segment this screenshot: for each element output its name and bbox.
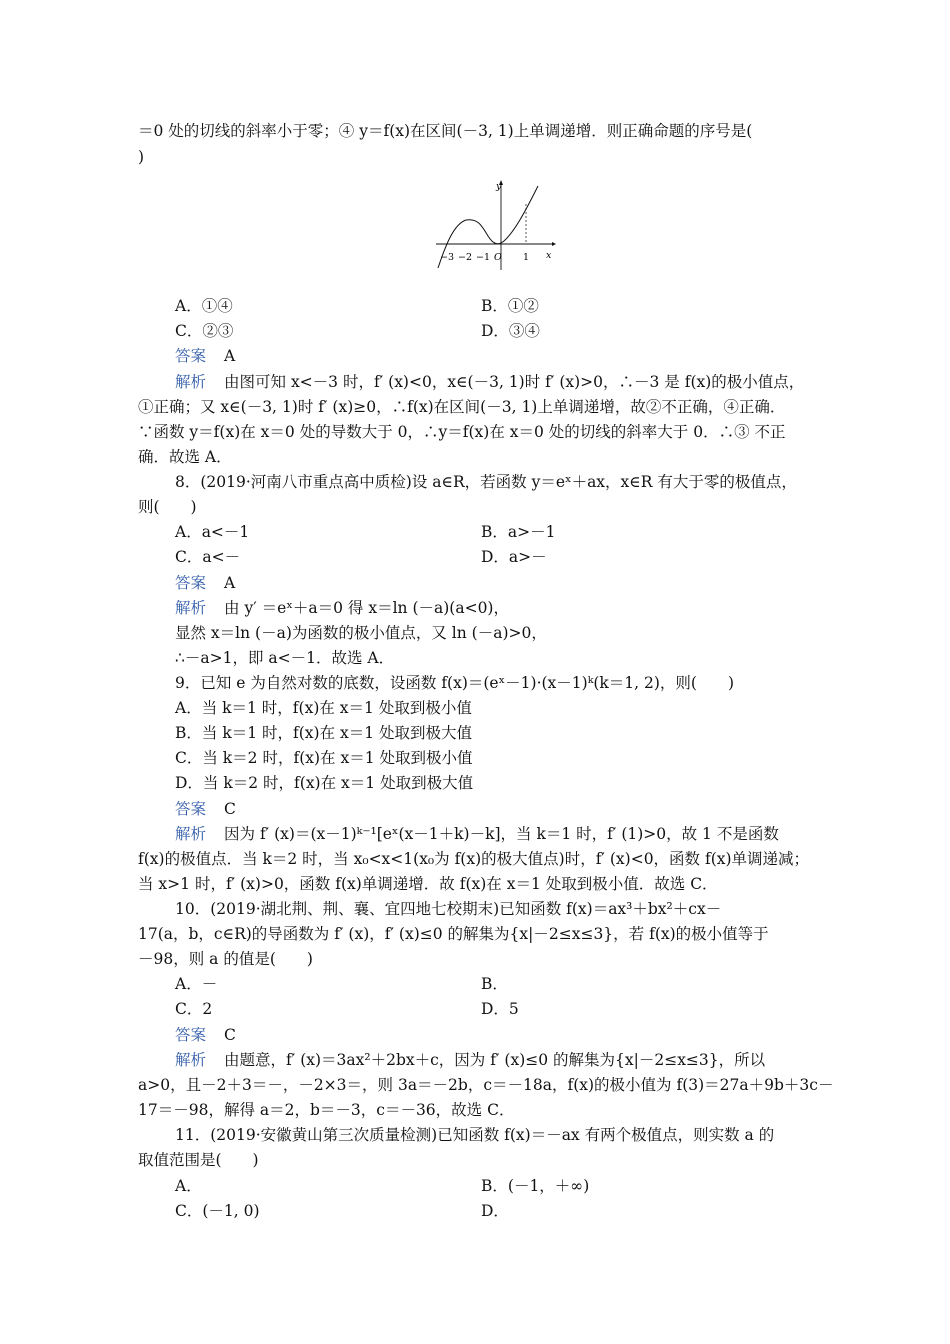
- q9-explanation-line2: f(x)的极值点．当 k＝2 时，当 x₀<x<1(x₀为 f(x)的极大值点)时，f′ (x)<0，函数 f(x)单调递减；: [138, 850, 810, 868]
- q10-stem-line3: －98，则 a 的值是( ): [138, 950, 313, 968]
- q7-explanation-line3: ∵函数 y＝f(x)在 x＝0 处的导数大于 0，∴y＝f(x)在 x＝0 处的切线的斜率大于 0．∴③ 不正: [138, 423, 786, 441]
- answer-tag: 答案: [175, 347, 207, 365]
- q10-option-c: C．2: [175, 1000, 213, 1018]
- q9-option-b: B．当 k＝1 时，f(x)在 x＝1 处取到极大值: [175, 724, 473, 742]
- q8-explanation-line2: 显然 x＝ln (－a)为函数的极小值点，又 ln (－a)>0，: [175, 624, 547, 642]
- tick-1: 1: [523, 252, 530, 263]
- q7-stem-line1: ＝0 处的切线的斜率小于零；④ y＝f(x)在区间(－3, 1)上单调递增．则正确命题的序号是(: [138, 122, 753, 140]
- q8-option-b: B．a>－1: [481, 523, 556, 541]
- answer-tag: 答案: [175, 574, 207, 592]
- q10-stem-line2: 17(a，b，c∈R)的导函数为 f′ (x)，f′ (x)≤0 的解集为{x|－2≤x≤3}，若 f(x)的极小值等于: [138, 925, 769, 943]
- explanation-tag: 解析: [175, 599, 207, 617]
- tick-neg3: −3: [440, 252, 455, 263]
- q8-explanation-line1: [175, 598, 509, 618]
- answer-value: A: [224, 347, 236, 365]
- q11-option-a: A．: [175, 1177, 202, 1195]
- q7-answer: [175, 346, 235, 366]
- q7-stem-line2: ): [138, 148, 145, 166]
- q10-option-a: A．－: [175, 975, 218, 993]
- q10-stem-line1: 10．(2019·湖北荆、荆、襄、宜四地七校期末)已知函数 f(x)＝ax³＋bx²＋cx－: [175, 900, 722, 918]
- answer-value: A: [224, 574, 236, 592]
- q10-option-d: D．5: [481, 1000, 519, 1018]
- explanation-text: 由 y′ ＝eˣ＋a＝0 得 x＝ln (－a)(a<0)，: [224, 599, 509, 617]
- answer-tag: 答案: [175, 1026, 207, 1044]
- q9-explanation-line3: 当 x>1 时，f′ (x)>0，函数 f(x)单调递增．故 f(x)在 x＝1 处取到极小值．故选 C．: [138, 875, 718, 893]
- explanation-tag: 解析: [175, 1051, 207, 1069]
- q9-answer: [175, 799, 236, 819]
- origin-label: O: [494, 252, 502, 263]
- answer-value: C: [224, 800, 236, 818]
- q7-option-b: B．①②: [481, 297, 539, 315]
- q9-option-a: A．当 k＝1 时，f(x)在 x＝1 处取到极小值: [175, 699, 472, 717]
- q8-stem-line1: 8．(2019·河南八市重点高中质检)设 a∈R，若函数 y＝eˣ＋ax，x∈R 有大于零的极值点，: [175, 473, 797, 491]
- q11-option-c: C．(－1, 0): [175, 1202, 260, 1220]
- q8-option-c: C．a<－: [175, 548, 241, 566]
- tick-neg2: −2: [458, 252, 473, 263]
- answer-tag: 答案: [175, 800, 207, 818]
- y-axis-label: y: [496, 181, 502, 192]
- explanation-tag: 解析: [175, 825, 207, 843]
- explanation-text: 由图可知 x<－3 时，f′ (x)<0，x∈(－3, 1)时 f′ (x)>0，∴－3 是 f(x)的极小值点，: [224, 373, 805, 391]
- q8-answer: [175, 573, 235, 593]
- q10-explanation-line1: [175, 1050, 765, 1070]
- x-axis-arrow: [552, 242, 556, 246]
- q10-option-b: B．: [481, 975, 508, 993]
- q7-derivative-graph: [432, 178, 556, 270]
- q10-explanation-line2: a>0，且－2＋3＝－，－2×3＝，则 3a＝－2b，c＝－18a，f(x)的极小值为 f(3)＝27a＋9b＋3c－: [138, 1076, 834, 1094]
- q7-option-a: A．①④: [175, 297, 233, 315]
- q7-option-c: C．②③: [175, 322, 234, 340]
- q10-answer: [175, 1025, 236, 1045]
- q7-explanation-line2: ①正确；又 x∈(－3, 1)时 f′ (x)≥0，∴f(x)在区间(－3, 1)上单调递增，故②不正确，④正确．: [138, 398, 786, 416]
- q8-option-d: D．a>－: [481, 548, 547, 566]
- q9-stem: 9．已知 e 为自然对数的底数，设函数 f(x)＝(eˣ－1)·(x－1)ᵏ(k＝1, 2)，则( ): [175, 674, 735, 692]
- q7-option-d: D．③④: [481, 322, 540, 340]
- q9-explanation-line1: [175, 824, 779, 844]
- q9-option-c: C．当 k＝2 时，f(x)在 x＝1 处取到极小值: [175, 749, 473, 767]
- q8-explanation-line3: ∴－a>1，即 a<－1．故选 A．: [175, 649, 395, 667]
- answer-value: C: [224, 1026, 236, 1044]
- explanation-tag: 解析: [175, 373, 207, 391]
- q11-option-b: B．(－1，＋∞): [481, 1177, 590, 1195]
- x-axis-label: x: [546, 250, 552, 261]
- q9-option-d: D．当 k＝2 时，f(x)在 x＝1 处取到极大值: [175, 774, 474, 792]
- q11-stem-line1: 11．(2019·安徽黄山第三次质量检测)已知函数 f(x)＝－ax 有两个极值点，则实数 a 的: [175, 1126, 775, 1144]
- q8-stem-line2: 则( ): [138, 498, 197, 516]
- q10-explanation-line3: 17＝－98，解得 a＝2，b＝－3，c＝－36，故选 C．: [138, 1101, 515, 1119]
- q7-explanation-line1: [175, 372, 804, 392]
- tick-neg1: −1: [476, 252, 491, 263]
- q7-explanation-line4: 确．故选 A．: [138, 448, 232, 466]
- explanation-text: 由题意，f′ (x)＝3ax²＋2bx＋c，因为 f′ (x)≤0 的解集为{x|－2≤x≤3}，所以: [224, 1051, 766, 1069]
- q11-stem-line2: 取值范围是( ): [138, 1151, 259, 1169]
- q8-option-a: A．a<－1: [175, 523, 250, 541]
- q11-option-d: D．: [481, 1202, 509, 1220]
- explanation-text: 因为 f′ (x)＝(x－1)ᵏ⁻¹[eˣ(x－1＋k)－k]，当 k＝1 时，f′ (1)>0，故 1 不是函数: [224, 825, 779, 843]
